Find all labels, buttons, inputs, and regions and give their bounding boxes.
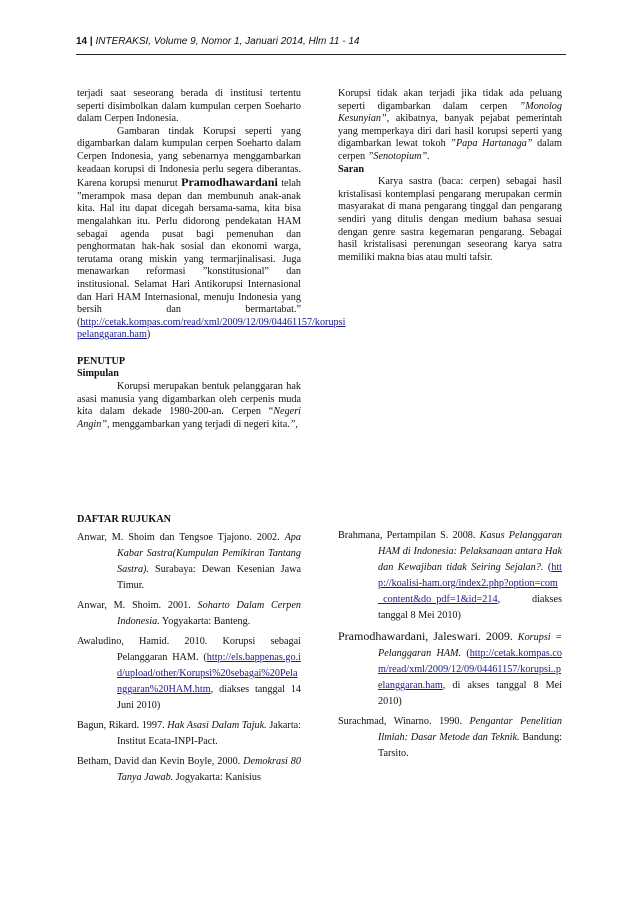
section-heading: PENUTUP xyxy=(77,355,126,367)
reference-link[interactable]: http://koalisi-ham.org/index2.php?option=com_content&do_pdf=1&id=214 xyxy=(378,562,562,605)
references-right xyxy=(338,528,562,766)
right-column xyxy=(338,88,562,264)
reference-entry: Pramodhawardani, Jaleswari. 2009. Korupsi = Pelanggaran HAM. (http://cetak.kompas.com/read/xml/2009/12/09/04461157/korupsi..pelanggaran.ham, di akses tanggal 8 Mei 2010) xyxy=(338,629,562,707)
reference-entry: Anwar, M. Shoim dan Tengsoe Tjajono. 2002. Apa Kabar Sastra(Kumpulan Pemikiran Tantang Sastra). Surabaya: Dewan Kesenian Jawa Timur. xyxy=(77,532,301,591)
reference-entry: Anwar, M. Shoim. 2001. Soharto Dalam Cerpen Indonesia. Yogyakarta: Banteng. xyxy=(77,600,301,627)
paragraph: Korupsi merupakan bentuk pelanggaran hak asasi manusia yang digambarkan oleh cerpenis muda kita dalam dekade 1980-200-an. Cerpen “Negeri Angin”, menggambarkan yang terjadi di negeri kita.”, xyxy=(77,381,301,430)
paragraph: terjadi saat seseorang berada di institusi tertentu seperti disimbolkan dalam kumpulan cerpen Soeharto dalam Cerpen Indonesia. xyxy=(77,88,301,125)
left-column xyxy=(77,88,346,431)
references-left xyxy=(77,530,301,790)
reference-entry: Brahmana, Pertampilan S. 2008. Kasus Pelanggaran HAM di Indonesia: Pelaksanaan antara Hak dan Kewajiban tidak Seiring Sejalan?. (http://koalisi-ham.org/index2.php?option=com_content&do_pdf=1&id=214, diakses tanggal 8 Mei 2010) xyxy=(338,530,563,621)
paragraph: Gambaran tindak Korupsi seperti yang digambarkan dalam kumpulan cerpen Soeharto dalam Cerpen Indonesia, yang sebenarnya menggambarkan keadaan korupsi di Indonesia perlu segera diberantas. Karena korupsi menurut Pramodhawardani telah ”merampok masa depan dan membunuh anak-anak kita. Hal itu dapat dicegah bersama-sama, kita bisa mengalahkan itu. Perlu didorong pendekatan HAM sebagai agenda pusat bagi pemenuhan dan penghormatan hak-hak sosial dan ekonomi warga, terutama orang miskin yang termarjinalisasi. Juga menawarkan reformasi ”konstitusional” dan institusional. Selamat Hari Antikorupsi Internasional dan Hari HAM Internasional, menuju Indonesia yang bersih dan bermartabat.” (http://cetak.kompas.com/read/xml/2009/12/09/04461157/korupsi pelanggaran.ham) xyxy=(77,125,346,341)
page-number: 14 xyxy=(76,36,88,47)
reference-entry: Bagun, Rikard. 1997. Hak Asasi Dalam Tajuk. Jakarta: Institut Ecata-INPI-Pact. xyxy=(77,720,301,747)
journal-info: INTERAKSI, Volume 9, Nomor 1, Januari 2014, Hlm 11 - 14 xyxy=(95,36,360,47)
reference-entry: Betham, David dan Kevin Boyle, 2000. Demokrasi 80 Tanya Jawab. Jogyakarta: Kanisius xyxy=(77,756,301,783)
reference-entry: Surachmad, Winarno. 1990. Pengantar Penelitian Ilmiah: Dasar Metode dan Teknik. Bandung: Tarsito. xyxy=(338,716,562,759)
reference-link[interactable]: http://els.bappenas.go.id/upload/other/Korupsi%20sebagai%20Pelanggaran%20HAM.htm xyxy=(117,652,301,695)
subsection-heading: Saran xyxy=(338,163,365,175)
references-heading: DAFTAR RUJUKAN xyxy=(77,514,172,525)
paragraph: Korupsi tidak akan terjadi jika tidak ada peluang seperti digambarkan dalam cerpen ”Monolog Kesunyian”, akibatnya, banyak pejabat pemerintah yang memperkaya diri dari hasil korupsi seperti yang digambarkan lewat tokoh ”Papa Hartanaga” dalam cerpen ”Senotopium”. xyxy=(338,88,562,162)
paragraph: Karya sastra (baca: cerpen) sebagai hasil kristalisasi kontemplasi pengarang merupakan cermin masyarakat di mana pengarang tinggal dan pengarang sendiri yang ditulis dengan medium bahasa sesuai dengan genre sastra kegemaran pengarang. Sebagai hasil kristalisasi perenungan seseorang karya satra memiliki makna bias atau multi tafsir. xyxy=(338,176,562,263)
source-link[interactable]: http://cetak.kompas.com/read/xml/2009/12/09/04461157/korupsi pelanggaran.ham xyxy=(77,316,346,341)
running-header: 14 | INTERAKSI, Volume 9, Nomor 1, Januari 2014, Hlm 11 - 14 xyxy=(76,36,360,47)
reference-entry: Awaludino, Hamid. 2010. Korupsi sebagai Pelanggaran HAM. (http://els.bappenas.go.id/upload/other/Korupsi%20sebagai%20Pelanggaran%20HAM.htm, diakses tanggal 14 Juni 2010) xyxy=(77,636,301,711)
reference-link[interactable]: http://cetak.kompas.com/read/xml/2009/12/09/04461157/korupsi..pelanggaran.ham xyxy=(378,648,562,691)
header-rule xyxy=(76,54,566,55)
subsection-heading: Simpulan xyxy=(77,368,119,380)
author-name: Pramodhawardani xyxy=(181,175,278,190)
